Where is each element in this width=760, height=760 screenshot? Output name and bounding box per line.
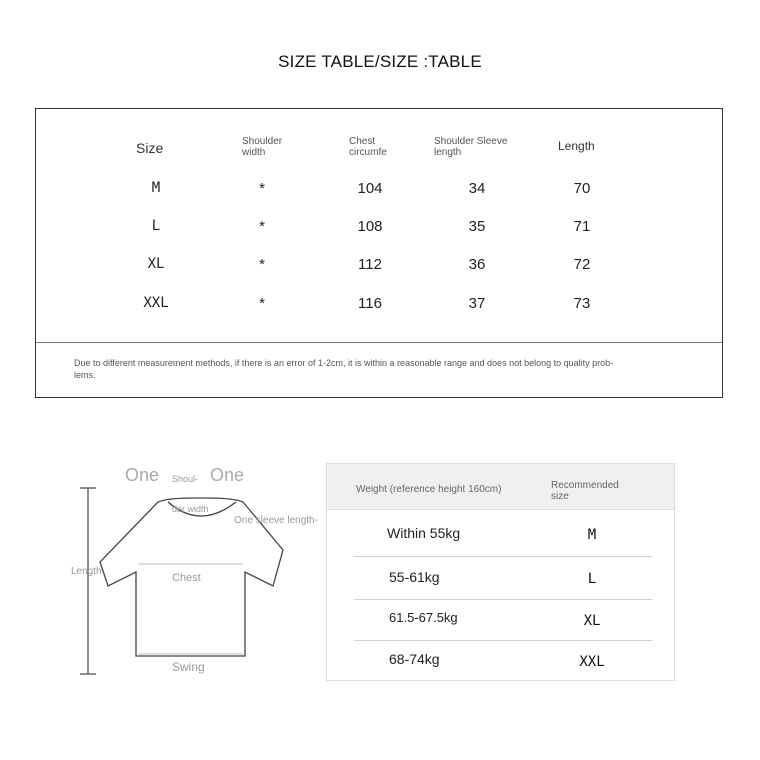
row-l-shoulder: * bbox=[259, 218, 265, 235]
row-m-chest: 104 bbox=[357, 180, 383, 197]
row-xl-size: XL bbox=[147, 256, 165, 272]
header-shoulder-2: width bbox=[242, 147, 266, 158]
row-m-size: M bbox=[151, 180, 161, 196]
diagram-label-shoul: Shoul- bbox=[172, 474, 199, 484]
row-xxl-length: 73 bbox=[573, 295, 591, 312]
row-l-sleeve: 35 bbox=[468, 218, 486, 235]
row-xl-shoulder: * bbox=[259, 256, 265, 273]
header-recommended-1: Recommended bbox=[551, 480, 619, 491]
diagram-label-length: Length bbox=[71, 566, 102, 577]
row-m-shoulder: * bbox=[259, 180, 265, 197]
row-xl-sleeve: 36 bbox=[468, 256, 486, 273]
row-m-sleeve: 34 bbox=[468, 180, 486, 197]
weight-row-2-size: L bbox=[587, 571, 597, 587]
header-size: Size bbox=[136, 140, 164, 156]
measurement-note-line-1: Due to different measurement methods, if there is an error of 1-2cm, it is within a reasonable range and does not belong to quality prob- bbox=[74, 358, 614, 368]
row-xxl-shoulder: * bbox=[259, 295, 265, 312]
header-shoulder-1: Shoulder bbox=[242, 136, 283, 147]
weight-row-divider bbox=[354, 599, 652, 600]
diagram-label-der-width: der width bbox=[172, 504, 209, 514]
header-sleeve-1: Shoulder Sleeve bbox=[434, 136, 508, 147]
weight-row-divider bbox=[354, 640, 652, 641]
weight-row-3-weight: 61.5-67.5kg bbox=[389, 610, 458, 625]
header-chest-1: Chest bbox=[349, 136, 376, 147]
row-l-length: 71 bbox=[573, 218, 591, 235]
row-xxl-chest: 116 bbox=[358, 295, 382, 312]
row-l-chest: 108 bbox=[357, 218, 383, 235]
weight-row-4-size: XXL bbox=[579, 654, 605, 670]
diagram-label-sleeve-length: One sleeve length- bbox=[234, 515, 318, 526]
header-length: Length bbox=[558, 139, 595, 153]
diagram-label-chest: Chest bbox=[172, 572, 201, 584]
row-xxl-size: XXL bbox=[143, 295, 169, 311]
weight-row-4-weight: 68-74kg bbox=[389, 651, 440, 667]
diagram-label-swing: Swing bbox=[172, 660, 205, 674]
diagram-label-one-left: One bbox=[125, 465, 160, 485]
weight-row-1-weight: Within 55kg bbox=[387, 525, 461, 541]
weight-row-1-size: M bbox=[587, 527, 597, 543]
weight-row-3-size: XL bbox=[583, 613, 601, 629]
diagram-label-one-right: One bbox=[210, 465, 245, 485]
weight-table-header bbox=[327, 464, 674, 510]
header-weight: Weight (reference height 160cm) bbox=[356, 484, 502, 495]
weight-row-divider bbox=[354, 556, 652, 557]
row-xl-chest: 112 bbox=[358, 256, 382, 273]
size-table bbox=[35, 108, 723, 398]
header-chest-2: circumfe bbox=[349, 147, 387, 158]
tshirt-diagram bbox=[68, 460, 338, 690]
page-title: SIZE TABLE/SIZE :TABLE bbox=[278, 52, 482, 71]
header-sleeve-2: length bbox=[434, 147, 462, 158]
measurement-note-line-2: lems. bbox=[74, 370, 96, 380]
row-xxl-sleeve: 37 bbox=[468, 295, 486, 312]
measurement-note bbox=[74, 357, 714, 381]
table-divider bbox=[36, 342, 722, 343]
row-xl-length: 72 bbox=[573, 256, 591, 273]
header-recommended-2: size bbox=[551, 491, 569, 502]
row-m-length: 70 bbox=[573, 180, 591, 197]
row-l-size: L bbox=[151, 218, 161, 234]
weight-row-2-weight: 55-61kg bbox=[389, 569, 440, 585]
weight-table bbox=[326, 463, 675, 681]
tshirt-outline-icon bbox=[68, 460, 338, 690]
